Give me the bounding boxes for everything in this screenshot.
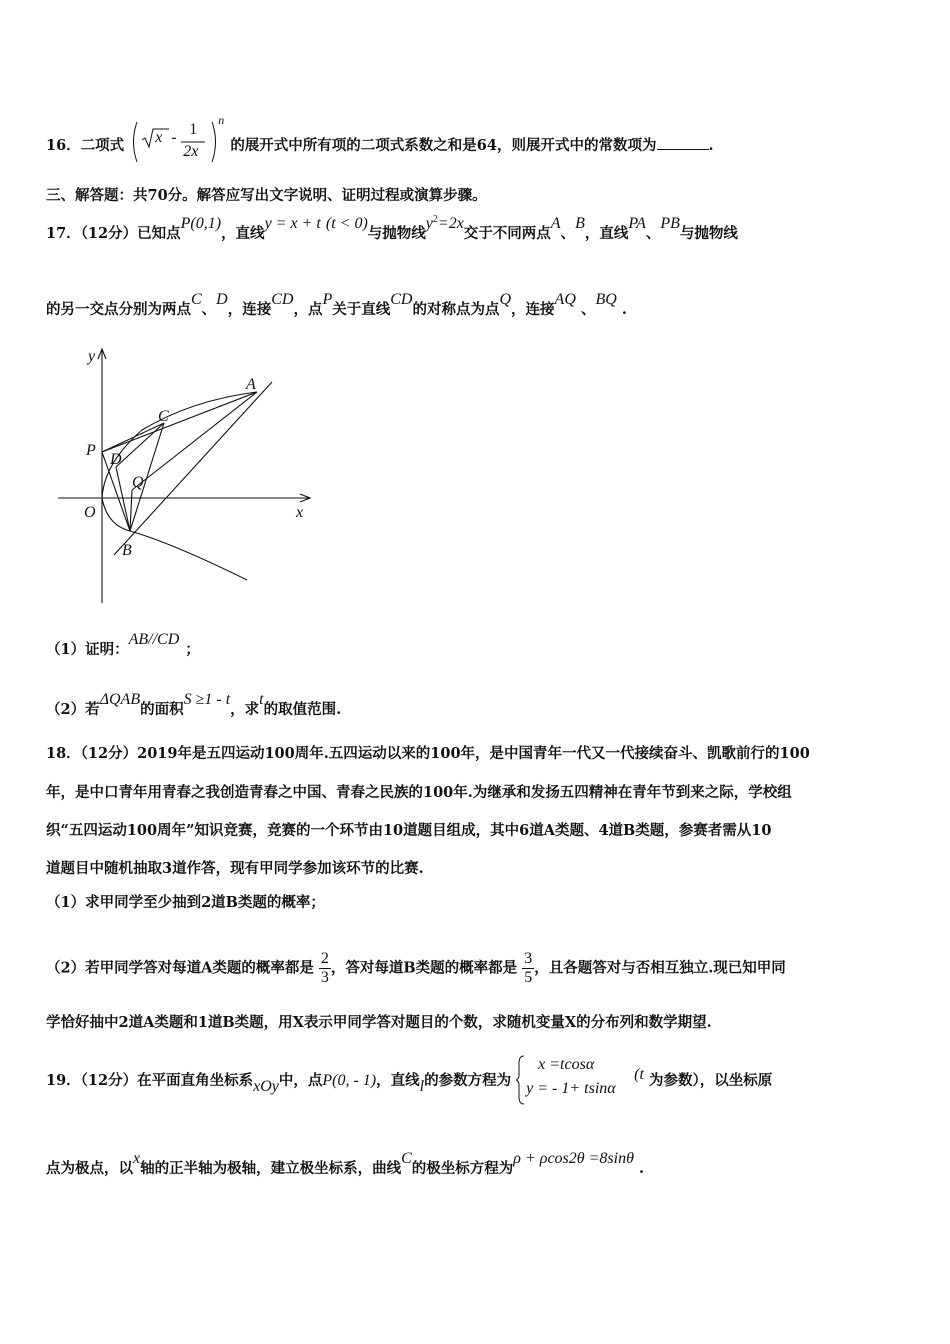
q17-part2-t3: 的取值范围. [263,701,342,718]
q17-part1-expr: AB//CD [128,631,180,648]
q17-cd: CD [271,291,294,308]
q18-line-1: 18．（12分）2019年是五四运动100周年.五四运动以来的100年，是中国青年一代又一代接续奋斗、凯歌前行的100 [46,745,810,762]
line-pa [102,392,257,452]
q19-l2-t1: 点为极点，以 [46,1160,133,1177]
q17-bq: BQ [595,291,617,308]
q18-line-2: 年，是中口青年用青春之我创造青春之中国、青春之民族的100年.为继承和发扬五四精神在青年节到来之际，学校组 [46,784,792,801]
q18-line-3: 织“五四运动100周年”知识竞赛，竞赛的一个环节由10道题目组成，其中6道A类题、4道B类题，参赛者需从10 [46,822,772,839]
line-ab [114,382,272,555]
q17-part2-t1: 的面积 [140,701,184,718]
q16-frac-num: 1 [189,121,198,138]
q17-b: B [575,215,585,232]
q19-t1: 中，点 [278,1072,323,1089]
q18-line-4: 道题目中随机抽取3道作答，现有甲同学参加该环节的比赛. [46,860,424,877]
q17-part-1 [46,631,200,660]
q17-sep2: 、 [645,225,661,242]
label-y: y [88,348,96,365]
q19-eq2: y = - 1+ tsinα [526,1080,616,1097]
q16-exponent: n [218,113,225,127]
q18-part-2 [46,950,786,987]
q17-cond: (t < 0) [325,215,368,232]
q17-sep1: 、 [560,225,576,242]
label-d: D [110,451,122,468]
q17-t2: 与抛物线 [367,225,426,242]
q17-aq: AQ [554,291,576,308]
parabola-figure [52,345,322,607]
q19-param-open: ( [634,1066,640,1083]
line-pc [102,423,164,452]
q17-t1: ，直线 [221,225,265,242]
q17-part-2 [46,691,342,720]
q17-score: （12分）已知点 [80,225,181,242]
line-aq [132,392,257,490]
q19-l2-t2: 轴的正半轴为极轴，建立极坐标系，曲线 [140,1160,402,1177]
label-b: B [122,542,132,559]
q17-sep4: 、 [580,301,596,318]
q17-point-p: P(0,1) [180,215,222,232]
q18-part2-t3: ，且各题答对与否相互独立.现已知甲同 [534,959,786,977]
q17-a: A [550,215,561,232]
label-o: O [84,504,96,521]
q16-frac-den: 2x [183,143,199,160]
q19-eq1: x =tcosα [538,1056,595,1073]
parabola-lower [102,498,247,580]
label-c: C [158,408,169,425]
q16-number: 16． [46,137,81,154]
q19-l2-end: . [639,1160,645,1177]
q17-part1-label: （1）证明： [46,641,129,658]
q16-answer-blank [657,135,709,150]
q18-part2-t1: （2）若甲同学答对每道A类题的概率都是 [46,959,314,977]
q16-end: . [708,137,714,154]
section-3-heading: 三、解答题：共70分。解答应写出文字说明、证明过程或演算步骤。 [46,187,487,204]
q18-part2-t2: ，答对每道B类题的概率都是 [330,959,518,977]
q17-pb: PB [660,215,680,232]
q17-part2-ineq: S ≥1 - t [183,691,231,708]
fraction-three-fifths [522,950,534,987]
q17-number: 17． [46,225,81,242]
q17-line-eq: y = x + t [264,215,321,232]
q17-l2-t3: ，点 [293,301,323,318]
frac1-den: 3 [320,969,329,986]
q17-l2-t2: ，连接 [227,301,272,318]
q18-part-2-line-2: 学恰好抽中2道A类题和1道B类题，用X表示甲同学答对题目的个数，求随机变量X的分布列和数学期望. [46,1014,712,1031]
q17-parab-rhs: =2x [437,215,464,232]
label-p: P [86,442,96,459]
fraction-two-thirds [319,950,331,987]
q19-param-t: t [639,1066,644,1083]
q16-pre: 二项式 [80,137,125,154]
q19-l2-c: C [401,1150,412,1167]
q17-l2-t4: 关于直线 [332,301,391,318]
q19-t3: 的参数方程为 [424,1072,512,1089]
q17-part2-t2: ，求 [230,701,260,718]
q19-line-2 [46,1150,645,1179]
q17-d: D [216,291,228,308]
q19-point-p: P(0, - 1) [322,1072,377,1089]
q19-xoy: xOy [253,1078,279,1095]
frac1-num: 2 [320,950,329,967]
q19-l2-t3: 的极坐标方程为 [411,1160,514,1177]
q19-l: l [419,1078,425,1095]
question-17-line-2 [46,291,627,320]
q17-parab-y: y [425,215,433,232]
q19-polar-eq: ρ + ρcos2θ =8sinθ [513,1150,634,1167]
label-a: A [246,376,256,393]
q19-l2-x: x [133,1150,141,1167]
q17-cd2: CD [390,291,413,308]
label-x: x [296,504,304,521]
q17-l2-t6: ，连接 [511,301,555,318]
q17-parab-exp: 2 [432,214,438,225]
q17-part1-end: ； [185,641,200,658]
q17-part2-tri: ΔQAB [99,691,141,708]
q17-pa: PA [628,215,646,232]
question-16 [46,113,714,168]
q19-left-brace [516,1055,526,1105]
q17-q: Q [499,291,512,308]
label-q: Q [132,474,144,491]
q17-part2-label: （2）若 [46,701,100,718]
q19-num-score: 19．（12分）在平面直角坐标系 [46,1072,254,1089]
frac2-num: 3 [524,950,533,967]
q17-l2-t1: 的另一交点分别为两点 [46,301,191,318]
question-17-line-1 [46,214,738,246]
q18-part-1: （1）求甲同学至少抽到2道B类题的概率； [46,894,325,911]
q17-c: C [191,291,202,308]
q17-t5: 与抛物线 [679,225,738,242]
parabola-upper [102,392,257,498]
q17-p2: P [322,291,333,308]
q16-post: 的展开式中所有项的二项式系数之和是64，则展开式中的常数项为 [230,137,657,154]
q19-param-system [516,1056,634,1097]
q17-sep3: 、 [201,301,217,318]
frac2-den: 5 [524,969,533,986]
q17-part2-t: t [259,691,264,708]
q16-paren-sqrt [129,120,225,164]
q16-minus: - [171,129,177,146]
q19-line-1 [46,1056,773,1097]
q17-l2-end: . [621,301,627,318]
q16-binomial [129,113,225,168]
q17-t3: 交于不同两点 [463,225,551,242]
q16-sqrt-x: x [155,129,163,146]
q17-l2-t5: 的对称点为点 [412,301,500,318]
q17-t4: ，直线 [584,225,629,242]
q19-t2: ，直线 [376,1072,420,1089]
q19-t4: 为参数），以坐标原 [649,1072,773,1089]
